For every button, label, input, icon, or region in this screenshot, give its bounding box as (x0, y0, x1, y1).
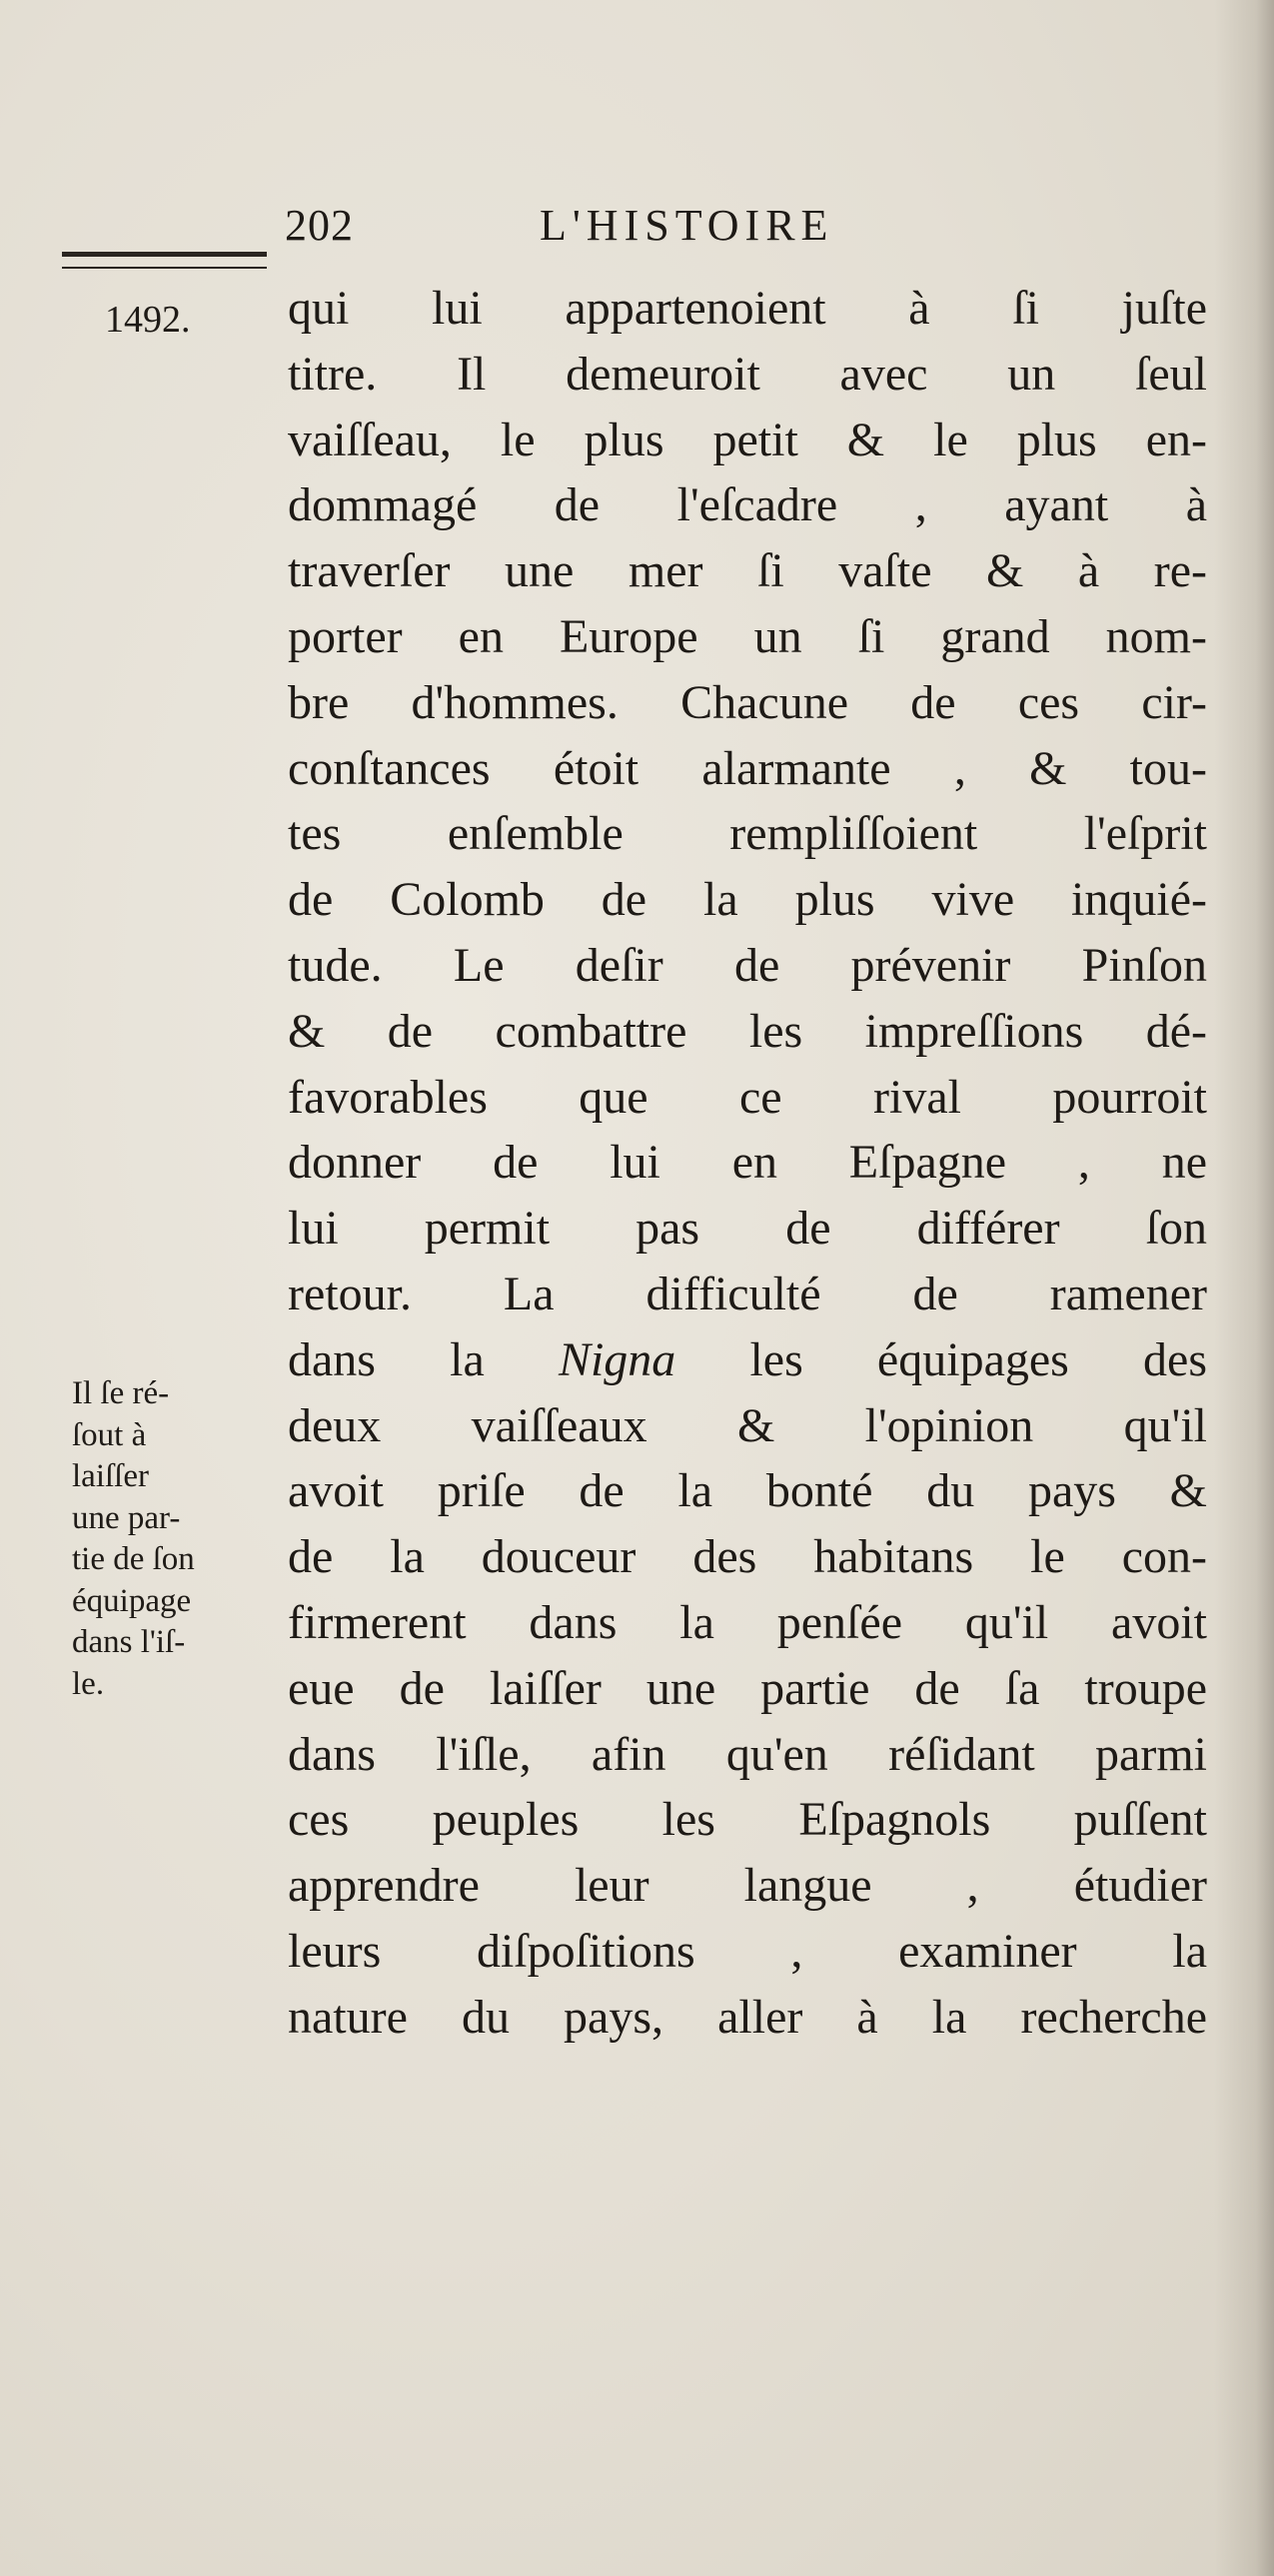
text-line: tes enſemble rempliſſoient l'eſprit (288, 807, 1207, 861)
text-line: de la douceur des habitans le con- (288, 1530, 1207, 1584)
text-line: qui lui appartenoient à ſi juſte (288, 282, 1207, 335)
text-line: ces peuples les Eſpagnols puſſent (288, 1793, 1207, 1847)
text-line: conſtances étoit alarmante , & tou- (288, 741, 1207, 795)
sidenote-line: équipage (72, 1582, 192, 1619)
sidenote-line: une par- (72, 1499, 181, 1536)
page-header (285, 200, 944, 260)
ship-name: Nigna (558, 1332, 676, 1386)
text-line: traverſer une mer ſi vaſte & à re- (288, 544, 1207, 598)
text-line: retour. La difficulté de ramener (288, 1267, 1207, 1320)
sidenote-line: dans l'iſ- (72, 1624, 186, 1660)
text-line: favorables que ce rival pourroit (288, 1070, 1207, 1124)
sidenote-line: laiſſer (72, 1458, 149, 1494)
text-line: nature du pays, aller à la recherche (288, 1990, 1207, 2044)
page-edge-shadow (1214, 0, 1274, 2576)
sidenote-line: ſout à (72, 1416, 147, 1453)
text-fragment: dans la (288, 1332, 559, 1386)
sidenote-line: tie de ſon (72, 1541, 195, 1577)
page-number: 202 (285, 201, 354, 250)
text-line: bre d'hommes. Chacune de ces cir- (288, 675, 1207, 729)
text-line: avoit priſe de la bonté du pays & (288, 1464, 1207, 1518)
sidenote-line: le. (72, 1665, 105, 1702)
body-text (288, 276, 1207, 2051)
running-head: L'HISTOIRE (540, 201, 834, 250)
text-line: dans l'iſle, afin qu'en réſidant parmi (288, 1727, 1207, 1781)
text-line: donner de lui en Eſpagne , ne (288, 1136, 1207, 1190)
text-line: tude. Le deſir de prévenir Pinſon (288, 938, 1207, 992)
header-rule (62, 252, 267, 269)
text-fragment: les équipages des (675, 1332, 1207, 1386)
margin-sidenote (72, 1373, 282, 1705)
text-line: lui permit pas de différer ſon (288, 1202, 1207, 1256)
text-line: de Colomb de la plus vive inquié- (288, 873, 1207, 927)
text-line: dommagé de l'eſcadre , ayant à (288, 478, 1207, 532)
margin-year: 1492. (105, 299, 191, 341)
text-line: eue de laiſſer une partie de ſa troupe (288, 1661, 1207, 1715)
text-line: & de combattre les impreſſions dé- (288, 1004, 1207, 1058)
text-line: firmerent dans la penſée qu'il avoit (288, 1595, 1207, 1649)
text-line: leurs diſpoſitions , examiner la (288, 1924, 1207, 1978)
sidenote-line: Il ſe ré- (72, 1375, 170, 1411)
text-line: vaiſſeau, le plus petit & le plus en- (288, 413, 1207, 466)
text-line-with-ship-name (288, 1327, 1207, 1393)
text-line: porter en Europe un ſi grand nom- (288, 609, 1207, 663)
text-line: apprendre leur langue , étudier (288, 1859, 1207, 1913)
text-line: titre. Il demeuroit avec un ſeul (288, 347, 1207, 401)
text-line: deux vaiſſeaux & l'opinion qu'il (288, 1398, 1207, 1452)
